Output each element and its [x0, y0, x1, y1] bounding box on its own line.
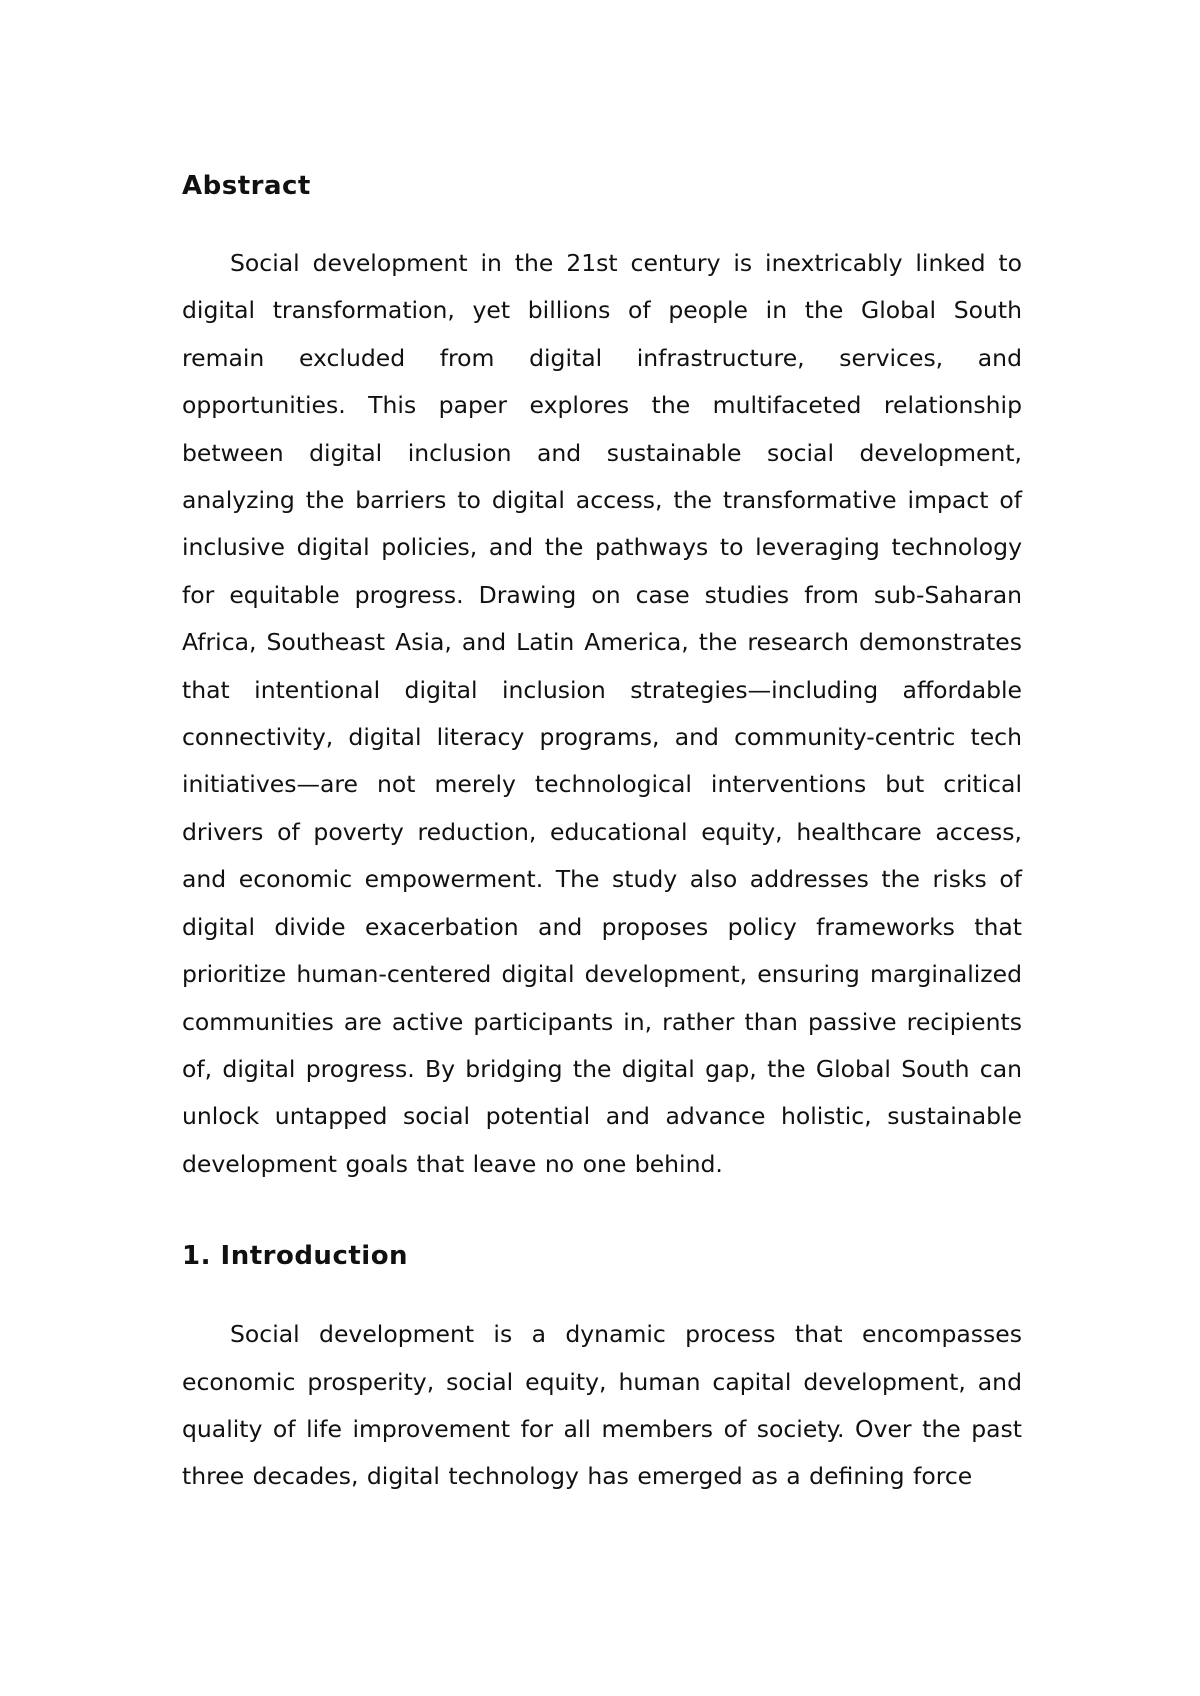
abstract-paragraph: Social development in the 21st century is inextricably linked to digital transformation, yet billions of people in the Global South remain excluded from digital infrastructure, services, and opportunities. This paper explores the multifaceted relationship between digital inclusion and sustainable social development, analyzing the barriers to digital access, the transformative impact of inclusive digital policies, and the pathways to leveraging technology for equitable progress. Drawing on case studies from sub-Saharan Africa, Southeast Asia, and Latin America, the research demonstrates that intentional digital inclusion strategies—including affordable connectivity, digital literacy programs, and community-centric tech initiatives—are not merely technological interventions but critical drivers of poverty reduction, educational equity, healthcare access, and economic empowerment. The study also addresses the risks of digital divide exacerbation and proposes policy frameworks that prioritize human-centered digital development, ensuring marginalized communities are active participants in, rather than passive recipients of, digital progress. By bridging the digital gap, the Global South can unlock untapped social potential and advance holistic, sustainable development goals that leave no one behind.: [182, 249, 1022, 1178]
page-content: [182, 168, 1022, 1501]
introduction-heading: 1. Introduction: [182, 1241, 409, 1272]
introduction-paragraph: Social development is a dynamic process that encompasses economic prosperity, social equity, human capital development, and quality of life improvement for all members of society. Over the past three decades, digital technology has emerged as a defining force: [182, 1320, 1022, 1491]
abstract-heading: Abstract: [182, 171, 311, 201]
